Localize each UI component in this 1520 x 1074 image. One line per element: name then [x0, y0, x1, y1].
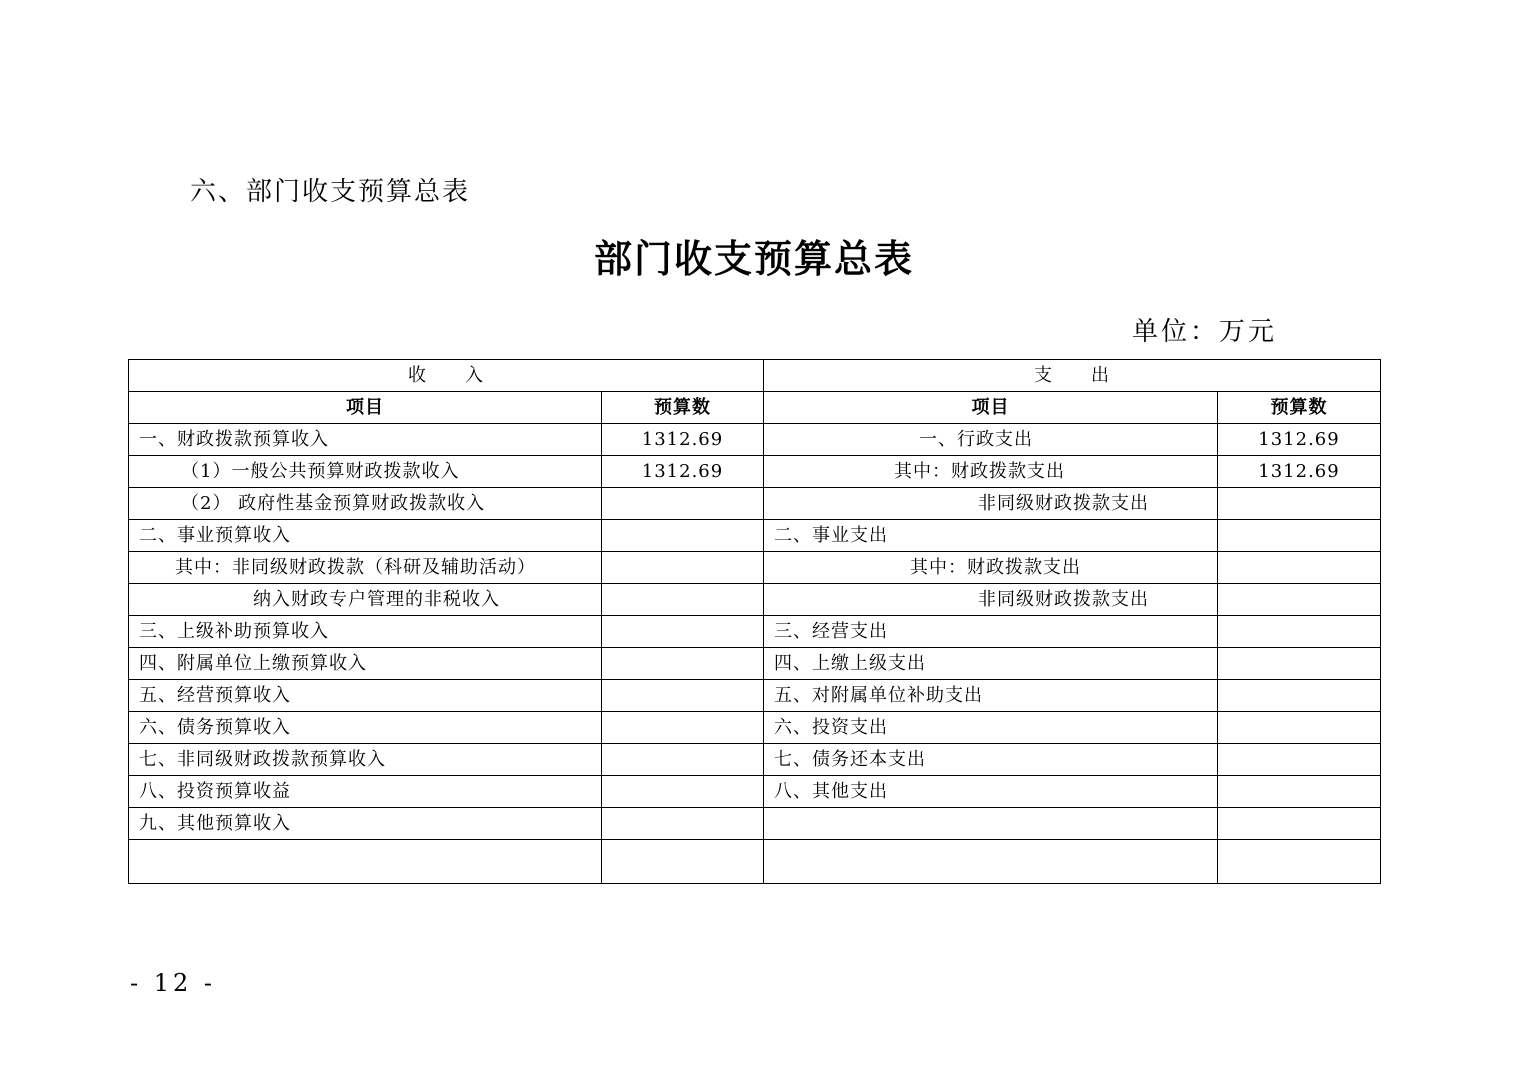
expense-value [1218, 616, 1381, 648]
table-row [129, 424, 1381, 456]
group-header-row [129, 360, 1381, 392]
income-item: 三、上级补助预算收入 [129, 616, 602, 648]
expense-value [1218, 776, 1381, 808]
expense-item: 四、上缴上级支出 [764, 648, 1218, 680]
income-value [602, 584, 764, 616]
expense-item [764, 808, 1218, 840]
income-value: 1312.69 [602, 424, 764, 456]
income-item [129, 840, 602, 884]
income-value [602, 840, 764, 884]
expense-item: 六、投资支出 [764, 712, 1218, 744]
income-value [602, 712, 764, 744]
expense-item: 八、其他支出 [764, 776, 1218, 808]
table-body [129, 360, 1381, 884]
expense-value [1218, 520, 1381, 552]
expense-group-header: 支 出 [764, 360, 1381, 392]
expense-item: 非同级财政拨款支出 [764, 584, 1218, 616]
expense-value [1218, 488, 1381, 520]
unit-label: 单位：万元 [1132, 317, 1278, 347]
income-item: 二、事业预算收入 [129, 520, 602, 552]
income-value [602, 808, 764, 840]
income-item: 六、债务预算收入 [129, 712, 602, 744]
table-row [129, 744, 1381, 776]
expense-value [1218, 744, 1381, 776]
column-header-row [129, 392, 1381, 424]
expense-value: 1312.69 [1218, 424, 1381, 456]
expense-item: 二、事业支出 [764, 520, 1218, 552]
expense-item: 五、对附属单位补助支出 [764, 680, 1218, 712]
income-budget-header: 预算数 [602, 392, 764, 424]
expense-value [1218, 584, 1381, 616]
expense-item: 其中：财政拨款支出 [764, 552, 1218, 584]
expense-value [1218, 840, 1381, 884]
expense-item: 一、行政支出 [764, 424, 1218, 456]
income-item: 七、非同级财政拨款预算收入 [129, 744, 602, 776]
document-title: 部门收支预算总表 [593, 236, 914, 281]
income-item: 八、投资预算收益 [129, 776, 602, 808]
income-item: 九、其他预算收入 [129, 808, 602, 840]
expense-value [1218, 808, 1381, 840]
expense-item [764, 840, 1218, 884]
table-row [129, 488, 1381, 520]
expense-item: 非同级财政拨款支出 [764, 488, 1218, 520]
table-row [129, 776, 1381, 808]
income-value [602, 552, 764, 584]
income-value [602, 744, 764, 776]
income-value [602, 680, 764, 712]
expense-value [1218, 680, 1381, 712]
table-row [129, 616, 1381, 648]
expense-value [1218, 552, 1381, 584]
table-row [129, 584, 1381, 616]
expense-value: 1312.69 [1218, 456, 1381, 488]
expense-item: 七、债务还本支出 [764, 744, 1218, 776]
table-row [129, 808, 1381, 840]
expense-item-header: 项目 [764, 392, 1218, 424]
expense-budget-header: 预算数 [1218, 392, 1381, 424]
income-value [602, 488, 764, 520]
section-heading: 六、部门收支预算总表 [190, 177, 471, 207]
income-value [602, 648, 764, 680]
table-row [129, 840, 1381, 884]
table-row [129, 648, 1381, 680]
expense-value [1218, 712, 1381, 744]
table-row [129, 712, 1381, 744]
income-item-header: 项目 [129, 392, 602, 424]
income-group-header: 收 入 [129, 360, 764, 392]
expense-value [1218, 648, 1381, 680]
income-item: 其中：非同级财政拨款（科研及辅助活动） [129, 552, 602, 584]
table-row [129, 456, 1381, 488]
expense-item: 其中：财政拨款支出 [764, 456, 1218, 488]
expense-item: 三、经营支出 [764, 616, 1218, 648]
income-value: 1312.69 [602, 456, 764, 488]
page-number: - 12 - [130, 969, 217, 997]
income-value [602, 776, 764, 808]
income-item: （2） 政府性基金预算财政拨款收入 [129, 488, 602, 520]
income-value [602, 616, 764, 648]
income-item: 五、经营预算收入 [129, 680, 602, 712]
income-item: 四、附属单位上缴预算收入 [129, 648, 602, 680]
income-item: （1）一般公共预算财政拨款收入 [129, 456, 602, 488]
income-item: 纳入财政专户管理的非税收入 [129, 584, 602, 616]
budget-summary-table [128, 359, 1381, 884]
income-item: 一、财政拨款预算收入 [129, 424, 602, 456]
income-value [602, 520, 764, 552]
table-row [129, 680, 1381, 712]
table-row [129, 520, 1381, 552]
table-row [129, 552, 1381, 584]
